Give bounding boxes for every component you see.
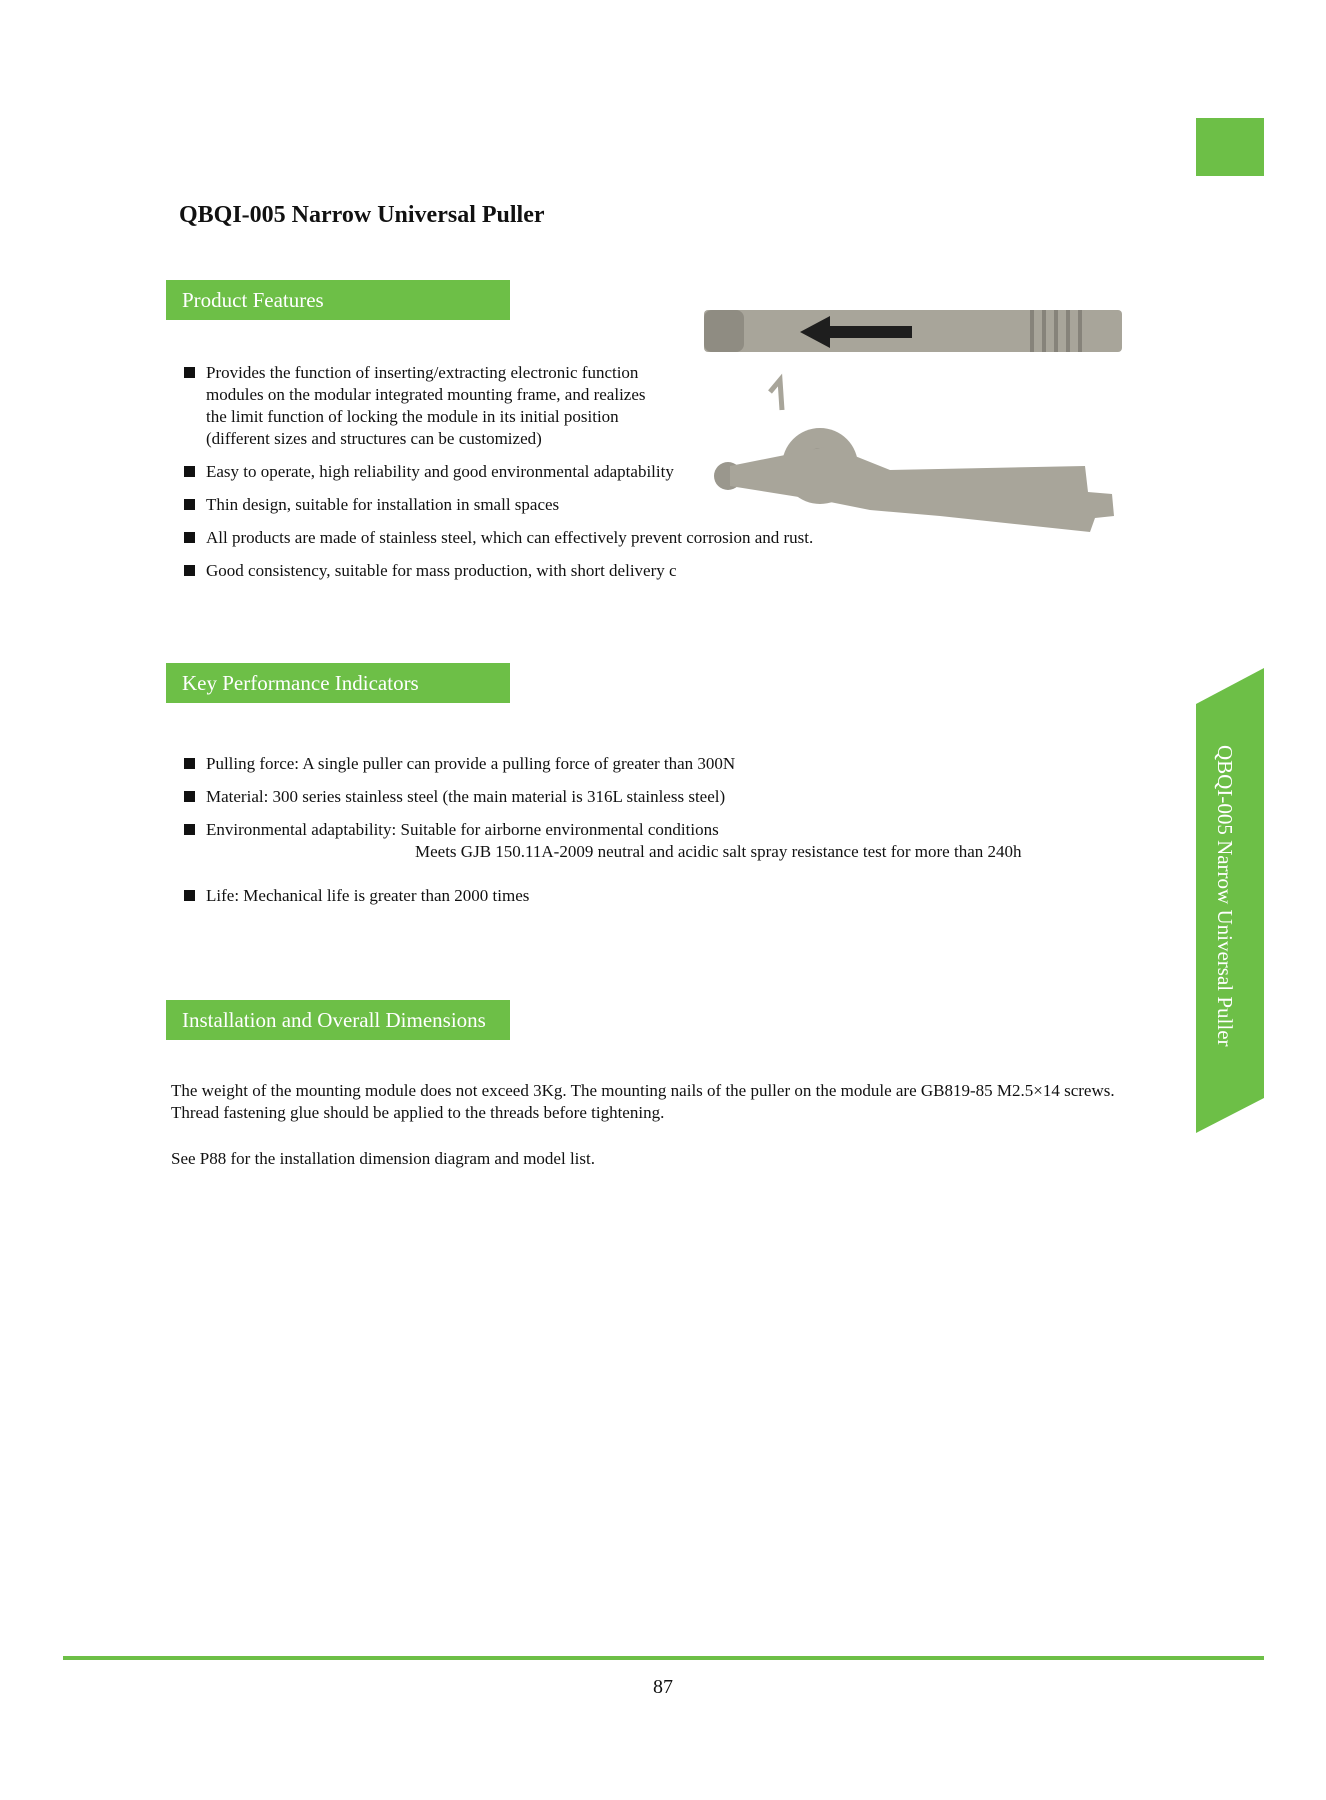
- list-item-line: (different sizes and structures can be customized): [206, 429, 542, 448]
- list-item: [184, 819, 1022, 863]
- list-item-text: Material: 300 series stainless steel (the main material is 316L stainless steel): [206, 787, 726, 806]
- list-item-text: Environmental adaptability: Suitable for airborne environmental conditions: [206, 820, 719, 839]
- list-item-line: the limit function of locking the module in its initial position: [206, 407, 619, 426]
- list-item: [184, 560, 813, 582]
- list-item-text: Life: Mechanical life is greater than 2000 times: [206, 886, 530, 905]
- section-heading-installation-dimensions: Installation and Overall Dimensions: [166, 1000, 510, 1040]
- installation-paragraph: The weight of the mounting module does not exceed 3Kg. The mounting nails of the puller on the module are GB819-85 M2.5×14 screws. Thread fastening glue should be applied to the threads before tightening.: [171, 1081, 1115, 1122]
- section-heading-key-performance-indicators: Key Performance Indicators: [166, 663, 510, 703]
- puller-top-bar: [704, 310, 1122, 352]
- list-item-text: Thin design, suitable for installation in small spaces: [206, 495, 560, 514]
- list-item-text: All products are made of stainless steel, which can effectively prevent corrosion and rust.: [206, 528, 814, 547]
- list-item: [184, 885, 1022, 907]
- kpi-list: [184, 753, 1022, 918]
- list-item-continuation: Meets GJB 150.11A-2009 neutral and acidic salt spray resistance test for more than 240h: [415, 842, 1022, 861]
- puller-end-cap: [704, 310, 744, 352]
- list-item: [184, 786, 1022, 808]
- list-item-text: Good consistency, suitable for mass production, with short delivery c: [206, 561, 677, 580]
- list-item-line: Provides the function of inserting/extracting electronic function: [206, 363, 639, 382]
- list-item-text: Pulling force: A single puller can provide a pulling force of greater than 300N: [206, 754, 736, 773]
- corner-tab-decoration: [1196, 118, 1264, 176]
- list-item-text: Easy to operate, high reliability and good environmental adaptability: [206, 462, 674, 481]
- list-item-line: modules on the modular integrated mounting frame, and realizes: [206, 385, 646, 404]
- product-photo-puller: [690, 270, 1140, 540]
- lever-arm: [730, 446, 1114, 532]
- footer-divider: [63, 1656, 1264, 1660]
- section-heading-product-features: Product Features: [166, 280, 510, 320]
- page-title: QBQI-005 Narrow Universal Puller: [179, 202, 545, 228]
- list-item: [184, 753, 1022, 775]
- installation-reference-paragraph: See P88 for the installation dimension diagram and model list.: [171, 1149, 595, 1168]
- page-number: 87: [653, 1676, 673, 1698]
- side-ribbon-label: QBQI-005 Narrow Universal Puller: [1213, 745, 1237, 1047]
